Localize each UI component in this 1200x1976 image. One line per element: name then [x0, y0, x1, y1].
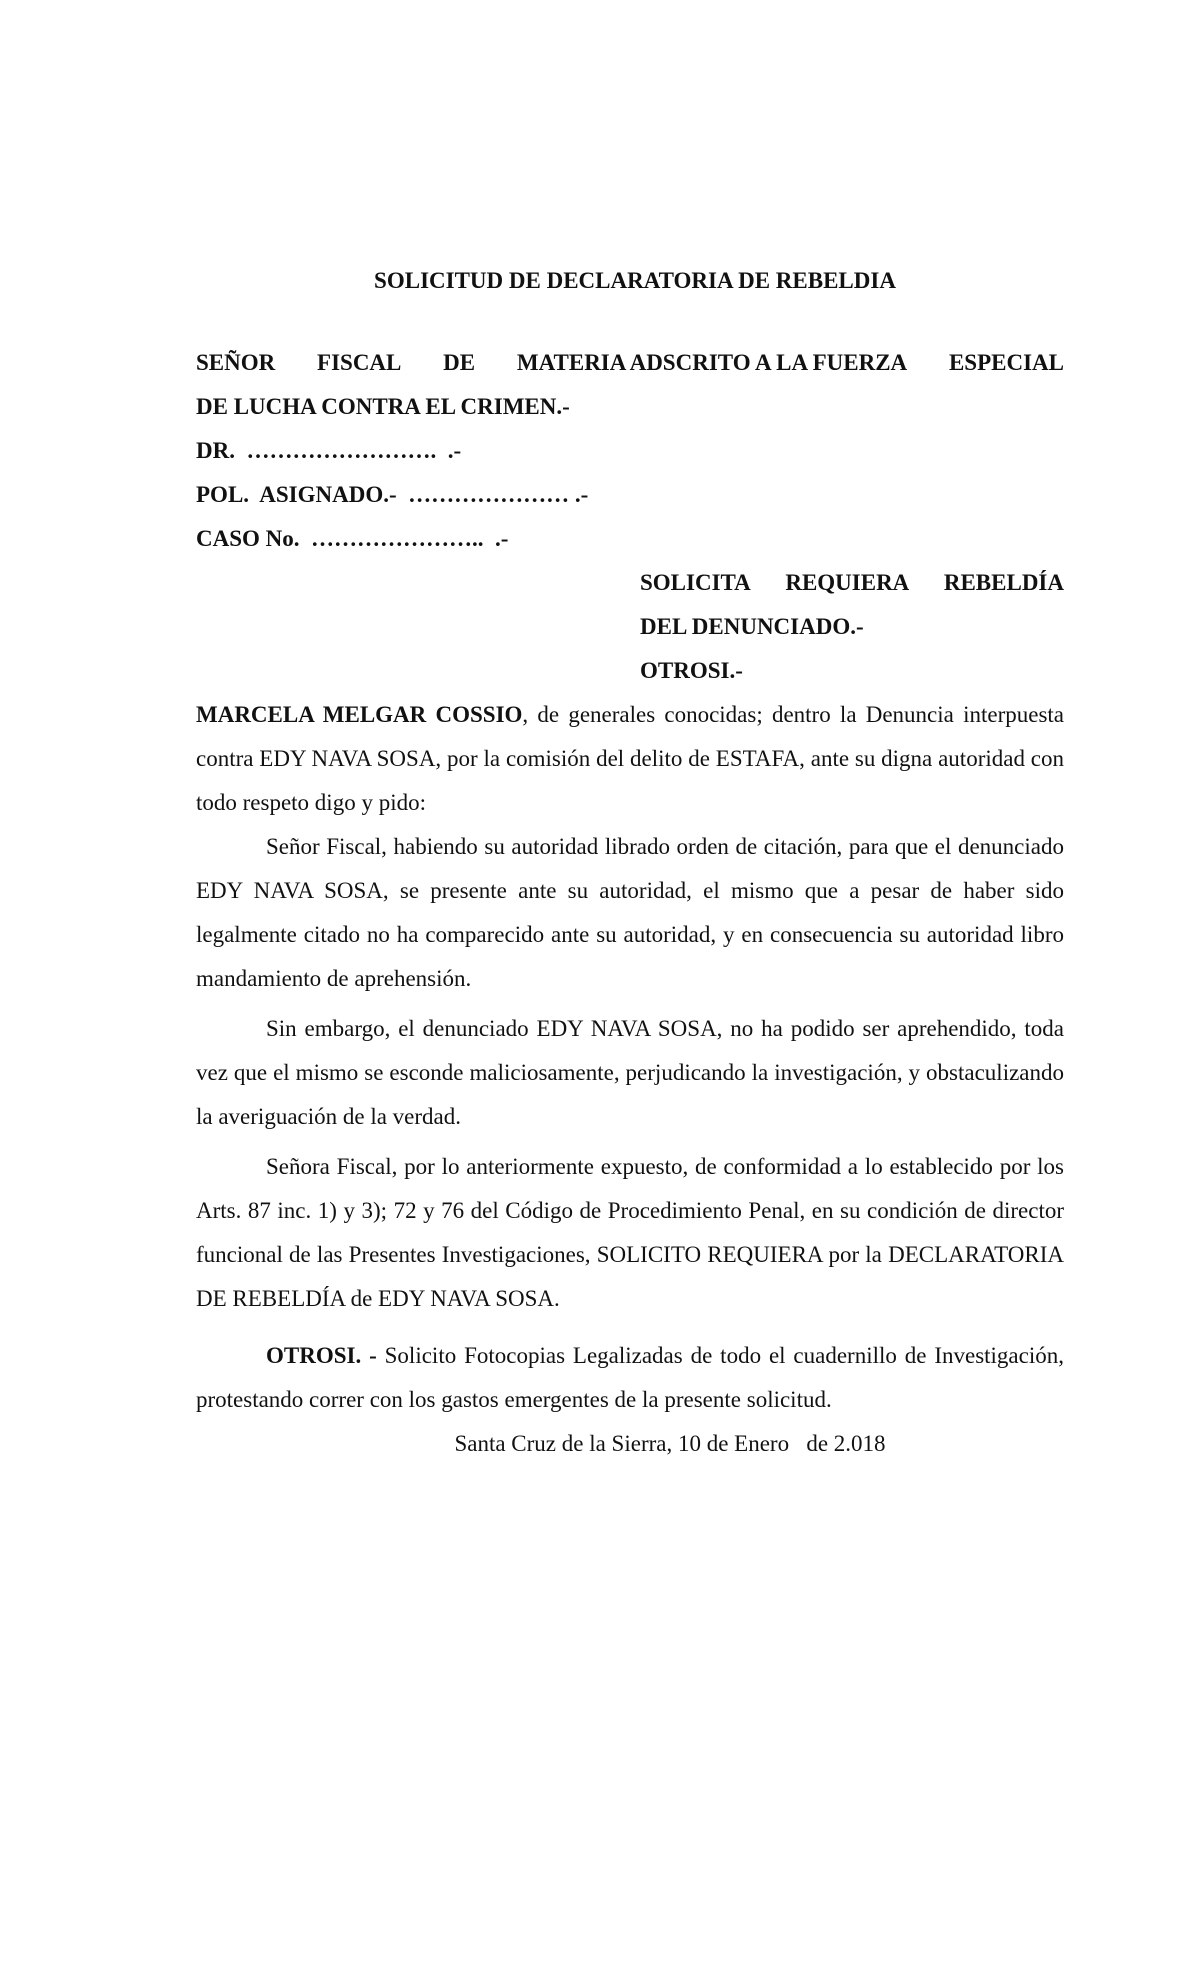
addressee-dr: DR. ……………………. .-	[196, 438, 462, 463]
addressee-line-2: DE LUCHA CONTRA EL CRIMEN.-	[196, 394, 570, 419]
petitioner-name: MARCELA MELGAR COSSIO	[196, 702, 523, 727]
reference-block	[640, 561, 1064, 693]
addressee-pol: POL. ASIGNADO.- ………………… .-	[196, 482, 589, 507]
otrosi-paragraph	[196, 1334, 1064, 1422]
intro-text: , de generales conocidas; dentro la Denuncia interpuesta contra EDY NAVA SOSA, por la comisión del delito de ESTAFA, ante su digna autoridad con todo respeto digo y pido:	[196, 702, 1064, 815]
otrosi-label: OTROSI. -	[266, 1343, 377, 1368]
otrosi-text: Solicito Fotocopias Legalizadas de todo el cuadernillo de Investigación, protestando correr con los gastos emergentes de la presente solicitud.	[196, 1343, 1064, 1412]
addressee-word: DE	[443, 350, 476, 375]
addressee-caso: CASO No. ………………….. .-	[196, 526, 509, 551]
addressee-word: FISCAL	[317, 350, 402, 375]
addressee-word: MATERIA ADSCRITO A LA FUERZA	[516, 350, 908, 375]
closing-place-date: Santa Cruz de la Sierra, 10 de Enero de 2.018	[454, 1431, 886, 1456]
reference-word: REBELDÍA	[943, 570, 1064, 595]
document-title: SOLICITUD DE DECLARATORIA DE REBELDIA	[374, 268, 896, 293]
addressee-line-1	[196, 341, 1064, 385]
body-paragraph-3: Señora Fiscal, por lo anteriormente expuesto, de conformidad a lo establecido por los Arts. 87 inc. 1) y 3); 72 y 76 del Código de Procedimiento Penal, en su condición de director funcional de las Presentes Investigaciones, SOLICITO REQUIERA por la DECLARATORIA DE REBELDÍA de EDY NAVA SOSA.	[196, 1154, 1064, 1311]
addressee-word: ESPECIAL	[948, 350, 1064, 375]
addressee-word: SEÑOR	[196, 350, 276, 375]
reference-line-1	[640, 561, 1064, 605]
document-page	[196, 268, 1064, 1466]
reference-line-2: DEL DENUNCIADO.-	[640, 614, 864, 639]
reference-word: REQUIERA	[785, 570, 910, 595]
addressee-block	[196, 341, 1064, 561]
intro-paragraph	[196, 693, 1064, 825]
reference-line-3: OTROSI.-	[640, 658, 743, 683]
body-paragraph-1: Señor Fiscal, habiendo su autoridad librado orden de citación, para que el denunciado EDY NAVA SOSA, se presente ante su autoridad, el mismo que a pesar de haber sido legalmente citado no ha comparecido ante su autoridad, y en consecuencia su autoridad libro mandamiento de aprehensión.	[196, 834, 1064, 991]
body-paragraph-2: Sin embargo, el denunciado EDY NAVA SOSA, no ha podido ser aprehendido, toda vez que el mismo se esconde maliciosamente, perjudicando la investigación, y obstaculizando la averiguación de la verdad.	[196, 1016, 1064, 1129]
reference-word: SOLICITA	[640, 570, 751, 595]
